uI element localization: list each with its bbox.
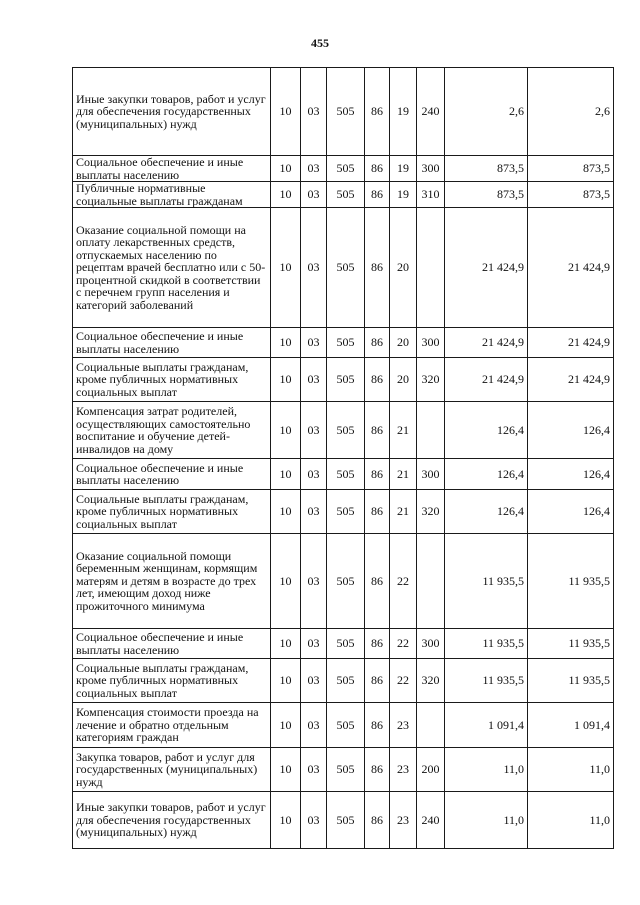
measure-code: 22 — [390, 629, 417, 659]
measure-code: 21 — [390, 490, 417, 534]
program-code: 505 — [327, 459, 365, 490]
expense-type-code: 200 — [417, 748, 445, 792]
amount-2: 11 935,5 — [528, 629, 614, 659]
table-row — [73, 659, 614, 703]
amount-2: 126,4 — [528, 490, 614, 534]
table-row — [73, 534, 614, 629]
section-code: 10 — [271, 459, 301, 490]
expense-type-code: 320 — [417, 659, 445, 703]
subsection-code: 03 — [301, 402, 327, 459]
subprogram-code: 86 — [365, 402, 390, 459]
table-row — [73, 490, 614, 534]
expense-type-code: 300 — [417, 156, 445, 182]
table-row — [73, 703, 614, 748]
subsection-code: 03 — [301, 68, 327, 156]
measure-code: 19 — [390, 156, 417, 182]
section-code: 10 — [271, 534, 301, 629]
subprogram-code: 86 — [365, 459, 390, 490]
subsection-code: 03 — [301, 629, 327, 659]
amount-2: 126,4 — [528, 402, 614, 459]
section-code: 10 — [271, 156, 301, 182]
amount-2: 873,5 — [528, 156, 614, 182]
subprogram-code: 86 — [365, 182, 390, 208]
subsection-code: 03 — [301, 156, 327, 182]
measure-code: 22 — [390, 534, 417, 629]
page-number: 455 — [311, 36, 329, 50]
section-code: 10 — [271, 703, 301, 748]
measure-code: 23 — [390, 748, 417, 792]
table-row — [73, 792, 614, 849]
program-code: 505 — [327, 792, 365, 849]
program-code: 505 — [327, 490, 365, 534]
table-row — [73, 208, 614, 328]
section-code: 10 — [271, 358, 301, 402]
subsection-code: 03 — [301, 748, 327, 792]
table-row — [73, 358, 614, 402]
expense-type-code: 310 — [417, 182, 445, 208]
subprogram-code: 86 — [365, 792, 390, 849]
row-description: Социальное обеспечение и иные выплаты населению — [73, 459, 271, 490]
expense-type-code: 300 — [417, 328, 445, 358]
subprogram-code: 86 — [365, 68, 390, 156]
row-description: Иные закупки товаров, работ и услуг для обеспечения государственных (муниципальных) нужд — [73, 68, 271, 156]
subsection-code: 03 — [301, 358, 327, 402]
subprogram-code: 86 — [365, 629, 390, 659]
amount-2: 1 091,4 — [528, 703, 614, 748]
amount-1: 873,5 — [445, 156, 528, 182]
subsection-code: 03 — [301, 490, 327, 534]
measure-code: 21 — [390, 402, 417, 459]
expense-type-code — [417, 208, 445, 328]
amount-1: 11 935,5 — [445, 629, 528, 659]
subsection-code: 03 — [301, 182, 327, 208]
measure-code: 20 — [390, 208, 417, 328]
subsection-code: 03 — [301, 703, 327, 748]
subsection-code: 03 — [301, 328, 327, 358]
table-row — [73, 748, 614, 792]
expense-type-code: 240 — [417, 792, 445, 849]
subsection-code: 03 — [301, 792, 327, 849]
subsection-code: 03 — [301, 534, 327, 629]
amount-2: 21 424,9 — [528, 208, 614, 328]
row-description: Закупка товаров, работ и услуг для государственных (муниципальных) нужд — [73, 748, 271, 792]
amount-1: 2,6 — [445, 68, 528, 156]
amount-1: 126,4 — [445, 459, 528, 490]
measure-code: 20 — [390, 358, 417, 402]
subprogram-code: 86 — [365, 328, 390, 358]
row-description: Оказание социальной помощи на оплату лекарственных средств, отпускаемых населению по рецептам врачей бесплатно или с 50-процентной скидкой в соответствии с перечнем групп населения и категорий заболеваний — [73, 208, 271, 328]
program-code: 505 — [327, 748, 365, 792]
expense-type-code — [417, 703, 445, 748]
section-code: 10 — [271, 328, 301, 358]
program-code: 505 — [327, 629, 365, 659]
amount-1: 21 424,9 — [445, 358, 528, 402]
amount-1: 11 935,5 — [445, 659, 528, 703]
expense-type-code: 300 — [417, 459, 445, 490]
measure-code: 19 — [390, 68, 417, 156]
amount-1: 873,5 — [445, 182, 528, 208]
section-code: 10 — [271, 182, 301, 208]
subsection-code: 03 — [301, 659, 327, 703]
section-code: 10 — [271, 402, 301, 459]
row-description: Публичные нормативные социальные выплаты гражданам — [73, 182, 271, 208]
section-code: 10 — [271, 68, 301, 156]
subprogram-code: 86 — [365, 490, 390, 534]
table-row — [73, 328, 614, 358]
row-description: Социальное обеспечение и иные выплаты населению — [73, 629, 271, 659]
expense-type-code: 300 — [417, 629, 445, 659]
expense-type-code — [417, 534, 445, 629]
row-description: Социальное обеспечение и иные выплаты населению — [73, 156, 271, 182]
amount-1: 11,0 — [445, 748, 528, 792]
amount-2: 21 424,9 — [528, 358, 614, 402]
amount-2: 2,6 — [528, 68, 614, 156]
table-row — [73, 402, 614, 459]
amount-1: 11,0 — [445, 792, 528, 849]
program-code: 505 — [327, 534, 365, 629]
subprogram-code: 86 — [365, 358, 390, 402]
subprogram-code: 86 — [365, 156, 390, 182]
expense-type-code: 320 — [417, 358, 445, 402]
subprogram-code: 86 — [365, 748, 390, 792]
amount-2: 11 935,5 — [528, 659, 614, 703]
program-code: 505 — [327, 182, 365, 208]
program-code: 505 — [327, 68, 365, 156]
budget-table — [72, 67, 614, 849]
subsection-code: 03 — [301, 459, 327, 490]
row-description: Компенсация затрат родителей, осуществляющих самостоятельно воспитание и обучение детей-инвалидов на дому — [73, 402, 271, 459]
amount-1: 21 424,9 — [445, 208, 528, 328]
amount-1: 126,4 — [445, 490, 528, 534]
row-description: Социальные выплаты гражданам, кроме публичных нормативных социальных выплат — [73, 358, 271, 402]
program-code: 505 — [327, 402, 365, 459]
table-row — [73, 629, 614, 659]
amount-2: 11,0 — [528, 792, 614, 849]
subprogram-code: 86 — [365, 208, 390, 328]
row-description: Оказание социальной помощи беременным женщинам, кормящим матерям и детям в возрасте до трех лет, имеющим доход ниже прожиточного минимума — [73, 534, 271, 629]
subprogram-code: 86 — [365, 534, 390, 629]
amount-2: 126,4 — [528, 459, 614, 490]
measure-code: 21 — [390, 459, 417, 490]
row-description: Социальные выплаты гражданам, кроме публичных нормативных социальных выплат — [73, 490, 271, 534]
amount-1: 11 935,5 — [445, 534, 528, 629]
row-description: Социальные выплаты гражданам, кроме публичных нормативных социальных выплат — [73, 659, 271, 703]
amount-1: 1 091,4 — [445, 703, 528, 748]
subsection-code: 03 — [301, 208, 327, 328]
section-code: 10 — [271, 629, 301, 659]
section-code: 10 — [271, 490, 301, 534]
amount-2: 873,5 — [528, 182, 614, 208]
measure-code: 20 — [390, 328, 417, 358]
subprogram-code: 86 — [365, 659, 390, 703]
amount-1: 126,4 — [445, 402, 528, 459]
section-code: 10 — [271, 208, 301, 328]
amount-2: 11,0 — [528, 748, 614, 792]
program-code: 505 — [327, 659, 365, 703]
program-code: 505 — [327, 328, 365, 358]
table-row — [73, 459, 614, 490]
program-code: 505 — [327, 358, 365, 402]
program-code: 505 — [327, 208, 365, 328]
table-row — [73, 182, 614, 208]
program-code: 505 — [327, 156, 365, 182]
section-code: 10 — [271, 792, 301, 849]
expense-type-code: 240 — [417, 68, 445, 156]
table-row — [73, 156, 614, 182]
row-description: Компенсация стоимости проезда на лечение и обратно отдельным категориям граждан — [73, 703, 271, 748]
subprogram-code: 86 — [365, 703, 390, 748]
row-description: Социальное обеспечение и иные выплаты населению — [73, 328, 271, 358]
amount-2: 11 935,5 — [528, 534, 614, 629]
amount-1: 21 424,9 — [445, 328, 528, 358]
measure-code: 23 — [390, 792, 417, 849]
measure-code: 23 — [390, 703, 417, 748]
row-description: Иные закупки товаров, работ и услуг для обеспечения государственных (муниципальных) нужд — [73, 792, 271, 849]
measure-code: 19 — [390, 182, 417, 208]
measure-code: 22 — [390, 659, 417, 703]
table-row — [73, 68, 614, 156]
amount-2: 21 424,9 — [528, 328, 614, 358]
section-code: 10 — [271, 659, 301, 703]
expense-type-code — [417, 402, 445, 459]
program-code: 505 — [327, 703, 365, 748]
expense-type-code: 320 — [417, 490, 445, 534]
section-code: 10 — [271, 748, 301, 792]
